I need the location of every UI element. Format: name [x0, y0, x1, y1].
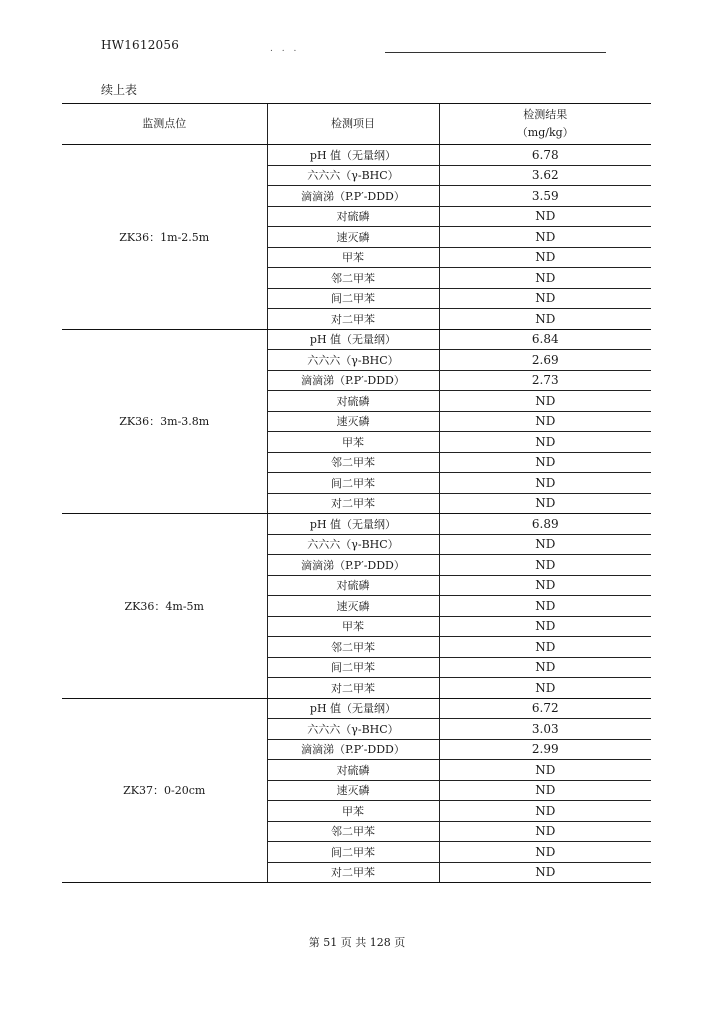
item-cell: 对二甲苯 [267, 309, 439, 330]
page-footer: 第 51 页 共 128 页 [308, 936, 406, 949]
item-cell: 甲苯 [267, 616, 439, 637]
item-cell: 速灭磷 [267, 411, 439, 432]
results-table [62, 103, 651, 883]
location-cell: ZK37：0-20cm [62, 698, 267, 883]
item-cell: 对二甲苯 [267, 862, 439, 883]
result-cell: ND [439, 678, 651, 699]
result-cell: ND [439, 555, 651, 576]
result-cell: ND [439, 227, 651, 248]
result-cell: ND [439, 801, 651, 822]
result-cell: ND [439, 616, 651, 637]
result-cell: 6.72 [439, 698, 651, 719]
item-cell: 对二甲苯 [267, 493, 439, 514]
result-cell: ND [439, 862, 651, 883]
item-cell: pH 值（无量纲） [267, 145, 439, 166]
table-row [62, 145, 651, 166]
item-cell: pH 值（无量纲） [267, 514, 439, 535]
table-body [62, 145, 651, 883]
result-cell: 3.62 [439, 165, 651, 186]
item-cell: 滴滴涕（P.P′-DDD） [267, 186, 439, 207]
table-row [62, 514, 651, 535]
item-cell: 邻二甲苯 [267, 452, 439, 473]
header-result-line2: （mg/kg） [516, 126, 574, 139]
result-cell: 2.99 [439, 739, 651, 760]
item-cell: 邻二甲苯 [267, 637, 439, 658]
header-rule [385, 52, 606, 53]
result-cell: 6.84 [439, 329, 651, 350]
item-cell: pH 值（无量纲） [267, 698, 439, 719]
result-cell: ND [439, 760, 651, 781]
result-cell: ND [439, 268, 651, 289]
item-cell: 滴滴涕（P.P′-DDD） [267, 370, 439, 391]
result-cell: ND [439, 391, 651, 412]
header-result [439, 104, 651, 145]
result-cell: ND [439, 596, 651, 617]
item-cell: 甲苯 [267, 432, 439, 453]
item-cell: 间二甲苯 [267, 473, 439, 494]
result-cell: ND [439, 432, 651, 453]
item-cell: 滴滴涕（P.P′-DDD） [267, 555, 439, 576]
header-item: 检测项目 [267, 104, 439, 145]
header-location: 监测点位 [62, 104, 267, 145]
result-cell: ND [439, 637, 651, 658]
result-cell: 3.03 [439, 719, 651, 740]
result-cell: 2.73 [439, 370, 651, 391]
result-cell: 6.78 [439, 145, 651, 166]
result-cell: ND [439, 575, 651, 596]
table-header [62, 104, 651, 145]
location-cell: ZK36：1m-2.5m [62, 145, 267, 330]
item-cell: 对二甲苯 [267, 678, 439, 699]
document-id: HW1612056 [101, 38, 180, 52]
item-cell: 对硫磷 [267, 760, 439, 781]
item-cell: 邻二甲苯 [267, 821, 439, 842]
result-cell: ND [439, 657, 651, 678]
result-cell: ND [439, 288, 651, 309]
item-cell: 对硫磷 [267, 391, 439, 412]
table-row [62, 698, 651, 719]
item-cell: 六六六（γ-BHC） [267, 534, 439, 555]
header-result-line1: 检测结果 [523, 108, 568, 121]
item-cell: 甲苯 [267, 247, 439, 268]
result-cell: 6.89 [439, 514, 651, 535]
result-cell: ND [439, 493, 651, 514]
item-cell: 六六六（γ-BHC） [267, 719, 439, 740]
table-row [62, 329, 651, 350]
item-cell: 对硫磷 [267, 206, 439, 227]
result-cell: ND [439, 842, 651, 863]
result-cell: ND [439, 411, 651, 432]
location-cell: ZK36：3m-3.8m [62, 329, 267, 514]
result-cell: ND [439, 452, 651, 473]
item-cell: 对硫磷 [267, 575, 439, 596]
result-cell: ND [439, 534, 651, 555]
result-cell: 3.59 [439, 186, 651, 207]
result-cell: ND [439, 780, 651, 801]
item-cell: 间二甲苯 [267, 657, 439, 678]
item-cell: 速灭磷 [267, 780, 439, 801]
continued-label: 续上表 [101, 83, 138, 97]
location-cell: ZK36：4m-5m [62, 514, 267, 699]
item-cell: 邻二甲苯 [267, 268, 439, 289]
header-dots: . . . [270, 44, 300, 54]
result-cell: ND [439, 247, 651, 268]
result-cell: ND [439, 821, 651, 842]
item-cell: 六六六（γ-BHC） [267, 165, 439, 186]
result-cell: 2.69 [439, 350, 651, 371]
header-row [62, 104, 651, 145]
item-cell: pH 值（无量纲） [267, 329, 439, 350]
item-cell: 速灭磷 [267, 596, 439, 617]
item-cell: 甲苯 [267, 801, 439, 822]
result-cell: ND [439, 473, 651, 494]
item-cell: 间二甲苯 [267, 288, 439, 309]
result-cell: ND [439, 309, 651, 330]
item-cell: 六六六（γ-BHC） [267, 350, 439, 371]
item-cell: 滴滴涕（P.P′-DDD） [267, 739, 439, 760]
item-cell: 间二甲苯 [267, 842, 439, 863]
item-cell: 速灭磷 [267, 227, 439, 248]
result-cell: ND [439, 206, 651, 227]
